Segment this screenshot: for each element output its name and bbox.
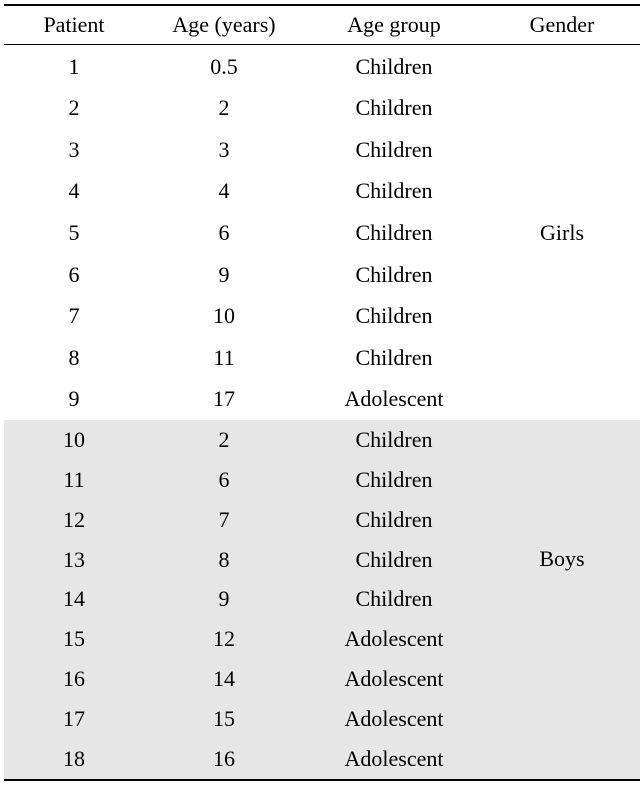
cell-patient: 3 <box>68 136 80 162</box>
cell-age-group: Children <box>355 426 433 452</box>
header-gender: Gender <box>529 12 595 37</box>
table-row <box>4 580 640 620</box>
cell-age: 3 <box>218 136 230 162</box>
cell-patient: 5 <box>68 219 80 245</box>
cell-age: 2 <box>218 95 230 121</box>
cell-patient: 1 <box>68 53 80 79</box>
cell-age: 15 <box>213 706 235 732</box>
cell-age: 12 <box>213 626 235 652</box>
table-row <box>4 619 640 659</box>
header-age-group: Age group <box>347 12 441 37</box>
cell-age-group: Adolescent <box>344 626 444 652</box>
cell-age-group: Children <box>355 53 433 79</box>
gender-girls-label: Girls <box>540 220 584 245</box>
table-header-row <box>4 6 640 44</box>
table-row <box>4 420 640 460</box>
cell-age: 6 <box>218 466 230 492</box>
cell-age-group: Children <box>355 586 433 612</box>
cell-age-group: Children <box>355 95 433 121</box>
cell-patient: 9 <box>68 386 80 412</box>
cell-patient: 6 <box>68 261 80 287</box>
cell-age-group: Children <box>355 546 433 572</box>
header-patient: Patient <box>43 12 105 37</box>
table-row <box>4 88 640 130</box>
cell-patient: 11 <box>63 466 85 492</box>
cell-age: 0.5 <box>210 53 238 79</box>
cell-age: 4 <box>218 178 230 204</box>
cell-patient: 15 <box>63 626 85 652</box>
cell-age-group: Adolescent <box>344 386 444 412</box>
cell-age-group: Children <box>355 303 433 329</box>
cell-age-group: Children <box>355 344 433 370</box>
gender-boys-label: Boys <box>539 546 585 571</box>
cell-age: 17 <box>213 386 235 412</box>
cell-patient: 8 <box>68 344 80 370</box>
cell-age-group: Children <box>355 178 433 204</box>
cell-age-group: Adolescent <box>344 666 444 692</box>
cell-age-group: Children <box>355 261 433 287</box>
table-header-rule <box>4 44 640 45</box>
cell-age: 8 <box>218 546 230 572</box>
cell-age: 9 <box>218 586 230 612</box>
cell-patient: 16 <box>63 666 85 692</box>
cell-age-group: Adolescent <box>344 746 444 772</box>
table-row <box>4 659 640 699</box>
cell-patient: 13 <box>63 546 85 572</box>
cell-patient: 4 <box>68 178 80 204</box>
cell-age: 11 <box>213 344 235 370</box>
cell-age: 10 <box>213 303 235 329</box>
cell-patient: 18 <box>63 746 85 772</box>
table-row <box>4 500 640 540</box>
table-row <box>4 378 640 420</box>
cell-patient: 17 <box>63 706 85 732</box>
table-row <box>4 46 640 88</box>
cell-age-group: Children <box>355 219 433 245</box>
cell-patient: 7 <box>68 303 80 329</box>
table-row <box>4 171 640 213</box>
table-row <box>4 699 640 739</box>
cell-patient: 10 <box>63 426 85 452</box>
cell-age: 6 <box>218 219 230 245</box>
cell-age: 9 <box>218 261 230 287</box>
table-row <box>4 129 640 171</box>
table-bottom-rule <box>4 779 640 781</box>
table-row <box>4 739 640 779</box>
cell-age-group: Adolescent <box>344 706 444 732</box>
table-row <box>4 254 640 296</box>
cell-age: 14 <box>213 666 235 692</box>
header-age: Age (years) <box>172 12 276 37</box>
cell-age: 2 <box>218 426 230 452</box>
cell-age: 16 <box>213 746 235 772</box>
cell-age-group: Children <box>355 136 433 162</box>
cell-age-group: Children <box>355 506 433 532</box>
cell-age-group: Children <box>355 466 433 492</box>
cell-patient: 12 <box>63 506 85 532</box>
cell-patient: 2 <box>68 95 80 121</box>
table-row <box>4 337 640 379</box>
cell-patient: 14 <box>63 586 85 612</box>
table-row <box>4 460 640 500</box>
table-row <box>4 295 640 337</box>
cell-age: 7 <box>218 506 230 532</box>
